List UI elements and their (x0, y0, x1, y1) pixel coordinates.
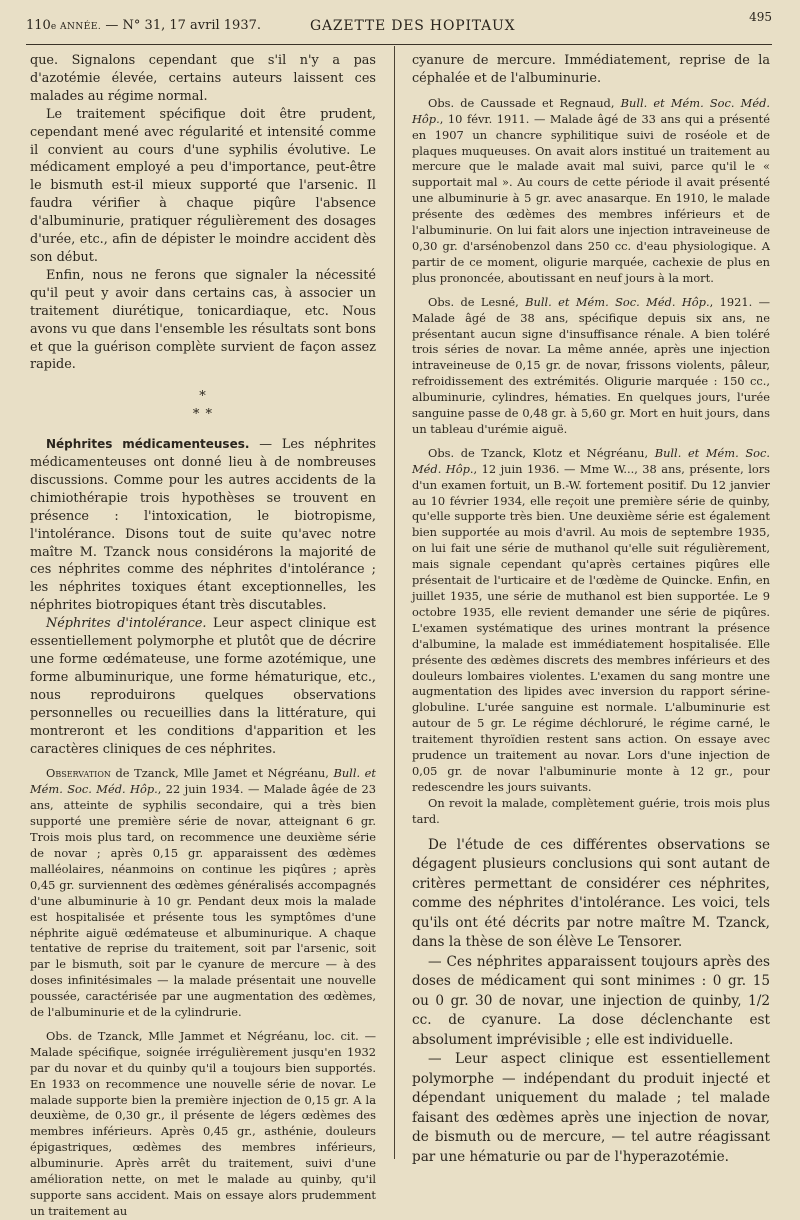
journal-title: GAZETTE DES HOPITAUX (310, 18, 516, 34)
subsection-nephrites-intolerance (30, 615, 376, 758)
column-divider (394, 46, 395, 1159)
observation-4 (412, 295, 770, 438)
paragraph: que. Signalons cependant que s'il n'y a pas d'azotémie élevée, certains auteurs laissent ces malades au régime normal. (30, 53, 376, 104)
page-header (26, 10, 772, 45)
issue-date: — N° 31, 17 avril 1937. (105, 18, 261, 33)
paragraph: Le traitement spécifique doit être prudent, cependant mené avec régularité et intensité comme il convient au cours d'une syphilis évolutive. Le médicament employé a peu d'importance, peut-être le bismuth est-il mieux supporté que l'arsenic. Il faudra vérifier à chaque piqûre l'absence d'albuminurie, pratiquer régulièrement des dosages d'urée, etc., afin de dépister le moindre accident dès son début. (30, 106, 376, 265)
section-text: — Les néphrites médicamenteuses ont donné lieu à de nombreuses discussions. Comme pour les autres accidents de la chimiothérapie trois hypothèses se trouvent en présence : l'intoxication, le biotropisme, l'intolérance. Disons tout de suite qu'avec notre maître M. Tzanck nous considérons la majorité de ces néphrites comme des néphrites d'intolérance ; les néphrites toxiques étant exceptionnelles, les néphrites biotropiques étant très discutables. (30, 437, 376, 614)
section-separator: * * * (192, 389, 214, 423)
observation-text: , 10 févr. 1911. — Malade âgé de 33 ans qui a présenté en 1907 un chancre syphilitique suivi de roséole et de plaques muqueuses. On avait alors institué un traitement au mercure que le malade avait mal suivi, parce qu'il le « supportait mal ». Au cours de cette période il avait présenté une albuminurie à 5 gr. avec anasarque. En 1910, le malade présente des œdèmes des membres inférieurs et de l'albuminurie. On lui fait alors une injection intraveineuse de 0,30 gr. d'arsénobenzol dans 250 cc. d'eau physiologique. A partir de ce moment, oligurie marquée, cachexie de plus en plus prononcée, aboutissant en neuf jours à la mort. (412, 111, 770, 285)
journal-name: Bull. et Mém. Soc. Méd. Hôp. (412, 445, 770, 476)
observation-5 (412, 446, 770, 796)
conclusion-paragraph: De l'étude de ces différentes observations se dégagent plusieurs conclusions qui sont autant de critères permettant de considérer ces néphrites, comme des néphrites d'intolérance. Les voici, tels qu'ils ont été décrits par notre maître M. Tzanck, dans la thèse de son élève Le Tensorer. (412, 836, 770, 951)
section-nephrites-medicamenteuses (30, 436, 376, 615)
observation-2 (30, 1029, 376, 1220)
observation-source: Obs. de Tzanck, Mlle Jammet et Négréanu, loc. cit. (46, 1028, 359, 1043)
observation-text: , 12 juin 1936. — Mme W..., 38 ans, présente, lors d'un examen fortuit, un B.-W. fortement positif. Du 12 janvier au 10 février 1934, elle reçoit une première série de quinby, qu'elle supporte très bien. Une deuxième série est également bien supportée au mois d'avril. Au mois de septembre 1935, on lui fait une série de muthanol qu'elle suit régulièrement, mais signale cependant qu'après certaines piqûres elle présentait de l'urticaire et de l'œdème de Quincke. Enfin, en juillet 1935, une série de muthanol est bien supportée. Le 9 octobre 1935, elle revient demander une série de piqûres. L'examen systématique des urines montrant la présence d'albumine, la malade est immédiatement hospitalisée. Elle présente des œdèmes discrets des membres inférieurs et des douleurs lombaires violentes. L'examen du sang montre une augmentation des lipides avec inversion du rapport sérine-globuline. L'urée sanguine est normale. L'albuminurie est autour de 5 gr. Le régime déchloruré, le régime carné, le traitement thyroïdien restent sans action. On essaye avec prudence un traitement au novar. Lors d'une injection de 0,05 gr. de novar l'albuminurie monte à 12 gr., pour redescendre les jours suivants. (412, 461, 770, 794)
observation-source: Obs. de Lesné, (428, 294, 526, 309)
journal-name: Bull. et Mém. Soc. Méd. Hôp. (30, 766, 376, 797)
observation-1 (30, 766, 376, 1021)
subsection-text: Leur aspect clinique est essentiellement polymorphe et plutôt que de décrire une forme œdémateuse, une forme azotémique, une forme albuminurique, une forme hématurique, etc., nous reproduirons quelques observations personnelles ou recueillies dans la littérature, qui montreront et les conditions d'apparition et les caractères cliniques de ces néphrites. (30, 616, 377, 757)
journal-name: Bull. et Mém. Soc. Méd. Hôp. (412, 95, 770, 126)
observation-5-end: On revoit la malade, complètement guérie, trois mois plus tard. (412, 795, 770, 826)
observation-source: Obs. de Tzanck, Klotz et Négréanu, (428, 445, 655, 460)
conclusion-paragraph: — Leur aspect clinique est essentiellement polymorphe — indépendant du produit injecté et dépendant uniquement du malade ; tel malade faisant des œdèmes après une injection de novar, de bismuth ou de mercure, — tel autre réagissant par une hématurie ou par de l'hyperazotémie. (412, 1051, 770, 1165)
observation-source: de Tzanck, Mlle Jamet et Négréanu, (110, 766, 334, 781)
left-column (30, 52, 377, 1218)
observation-3 (412, 96, 770, 287)
paragraph-continued: cyanure de mercure. Immédiatement, reprise de la céphalée et de l'albuminurie. (412, 53, 770, 86)
section-heading: Néphrites médicamenteuses. (46, 437, 250, 452)
volume-number: 110 (26, 18, 51, 33)
observation-label: Observation (46, 766, 111, 781)
observation-text: , 22 juin 1934. — Malade âgée de 23 ans, atteinte de syphilis secondaire, qui a très bien supporté une première série de novar, atteignant 6 gr. Trois mois plus tard, on recommence une deuxième série de novar ; après 0,15 gr. apparaissent des œdèmes malléolaires, néanmoins on continue les piqûres ; après 0,45 gr. surviennent des œdèmes généralisés accompagnés d'une albuminurie à 10 gr. Pendant deux mois la malade est hospitalisée et présente tous les symptômes d'une néphrite aiguë œdémateuse et albuminurique. A chaque tentative de reprise du traitement, soit par l'arsenic, soit par le bismuth, soit par le cyanure de mercure — à des doses infinitésimales — la malade présentait une nouvelle poussée, caractérisée par une augmentation des œdèmes, de l'albuminurie et de la cylindrurie. (30, 782, 376, 1020)
right-column (412, 52, 771, 1165)
subsection-heading: Néphrites d'intolérance. (46, 616, 207, 632)
observation-text: — Malade spécifique, soignée irrégulièrement jusqu'en 1932 par du novar et du quinby qu'il a toujours bien supportés. En 1933 on recommence une nouvelle série de novar. Le malade supporte bien la première injection de 0,15 gr. A la deuxième, de 0,30 gr., il présente de légers œdèmes des membres inférieurs. Après 0,45 gr., asthénie, douleurs épigastriques, œdèmes des membres inférieurs, albuminurie. Après arrêt du traitement, suivi d'une amélioration nette, on met le malade au quinby, qu'il supporte sans accident. Mais on essaye alors prudemment un traitement au (30, 1028, 376, 1218)
observation-text: , 1921. — Malade âgé de 38 ans, spécifique depuis six ans, ne présentant aucun signe d'insuffisance rénale. A bien toléré trois séries de novar. La même année, après une injection intraveineuse de 0,15 gr. de novar, frissons violents, pâleur, refroidissement des extrémités. Oligurie marquée : 150 cc., albuminurie, cylindres, hématies. En quelques jours, l'urée sanguine passe de 0,48 gr. à 5,60 gr. Mort en huit jours, dans un tableau d'urémie aiguë. (412, 294, 771, 436)
observation-source: Obs. de Caussade et Regnaud, (428, 95, 621, 110)
conclusion-paragraph: — Ces néphrites apparaissent toujours après des doses de médicament qui sont minimes : 0 gr. 15 ou 0 gr. 30 de novar, une injection de quinby, 1/2 cc. de cyanure. La dose déclenchante est absolument imprévisible ; elle est individuelle. (412, 953, 770, 1048)
page-number: 495 (749, 10, 772, 24)
issue-info (26, 18, 261, 33)
paragraph: Enfin, nous ne ferons que signaler la nécessité qu'il peut y avoir dans certains cas, à associer un traitement diurétique, tonicardiaque, etc. Nous avons vu que dans l'ensemble les résultats sont bons et que la guérison complète survient de façon assez rapide. (30, 267, 376, 373)
journal-name: Bull. et Mém. Soc. Méd. Hôp. (525, 294, 710, 309)
volume-suffix: e ANNÉE. (50, 22, 102, 32)
